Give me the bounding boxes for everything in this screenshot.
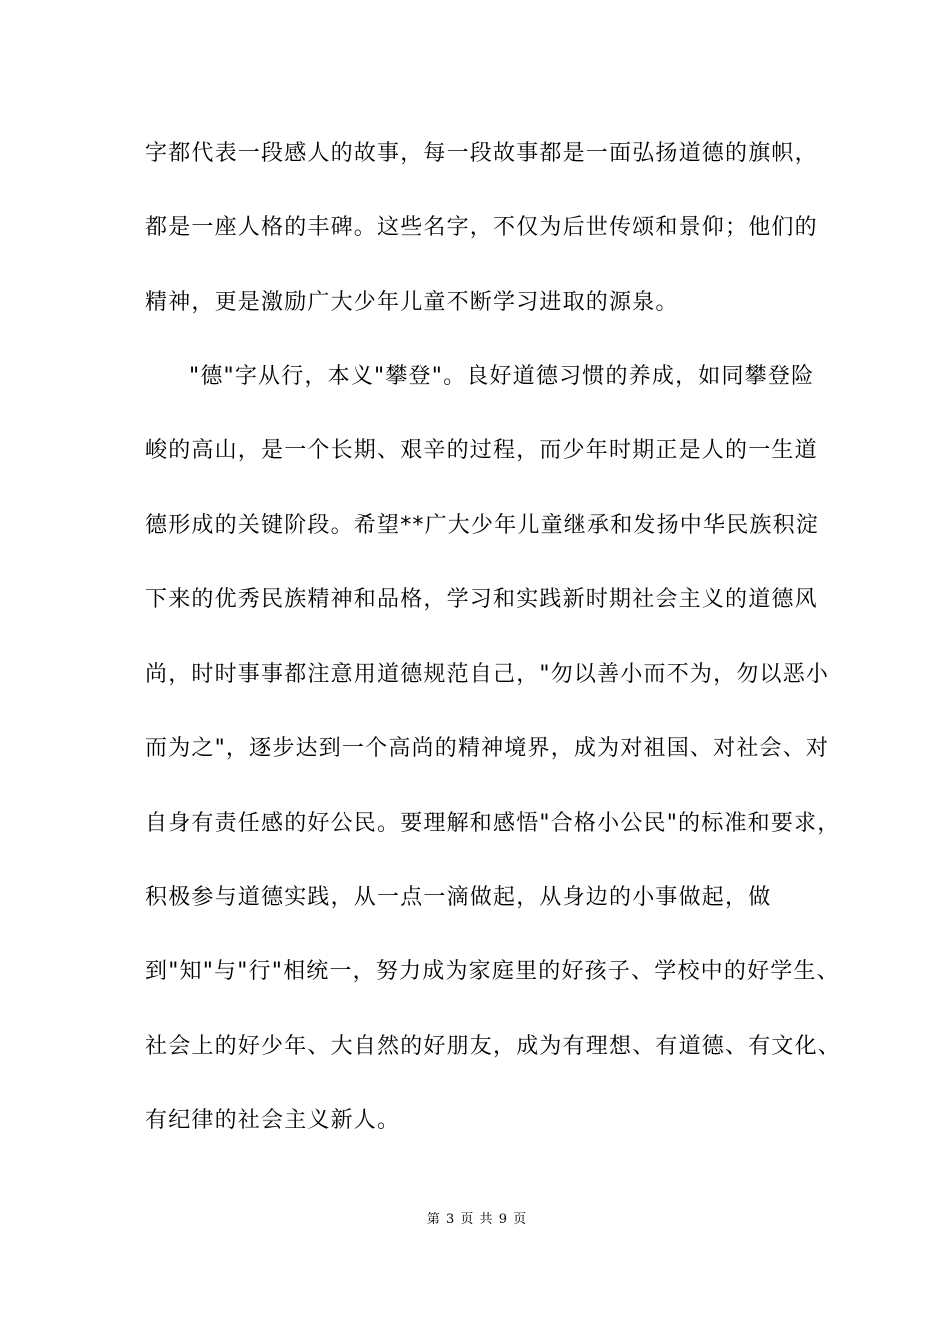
body-text-line: 字都代表一段感人的故事，每一段故事都是一面弘扬道德的旗帜， [145, 141, 818, 166]
body-text-line: 积极参与道德实践，从一点一滴做起，从身边的小事做起，做 [145, 885, 772, 910]
body-text-line: 精神，更是激励广大少年儿童不断学习进取的源泉。 [145, 290, 679, 315]
body-text-line: 下来的优秀民族精神和品格，学习和实践新时期社会主义的道德风 [145, 587, 818, 612]
body-text-line: 而为之"，逐步达到一个高尚的精神境界，成为对祖国、对社会、对 [145, 736, 830, 761]
body-text-line: 自身有责任感的好公民。要理解和感悟"合格小公民"的标准和要求， [145, 811, 841, 836]
body-text-line: 到"知"与"行"相统一，努力成为家庭里的好孩子、学校中的好学生、 [145, 959, 840, 984]
body-text-line: "德"字从行，本义"攀登"。良好道德习惯的养成，如同攀登险 [189, 364, 815, 389]
body-text-line: 都是一座人格的丰碑。这些名字，不仅为后世传颂和景仰；他们的 [145, 215, 818, 240]
body-text-line: 社会上的好少年、大自然的好朋友，成为有理想、有道德、有文化、 [145, 1034, 842, 1059]
body-text-line: 尚，时时事事都注意用道德规范自己，"勿以善小而不为，勿以恶小 [145, 662, 830, 687]
body-text-line: 有纪律的社会主义新人。 [145, 1108, 401, 1133]
body-text-line: 峻的高山，是一个长期、艰辛的过程，而少年时期正是人的一生道 [145, 438, 818, 463]
page-number-footer: 第 3 页 共 9 页 [426, 1212, 528, 1227]
body-text-line: 德形成的关键阶段。希望**广大少年儿童继承和发扬中华民族积淀 [145, 513, 820, 538]
